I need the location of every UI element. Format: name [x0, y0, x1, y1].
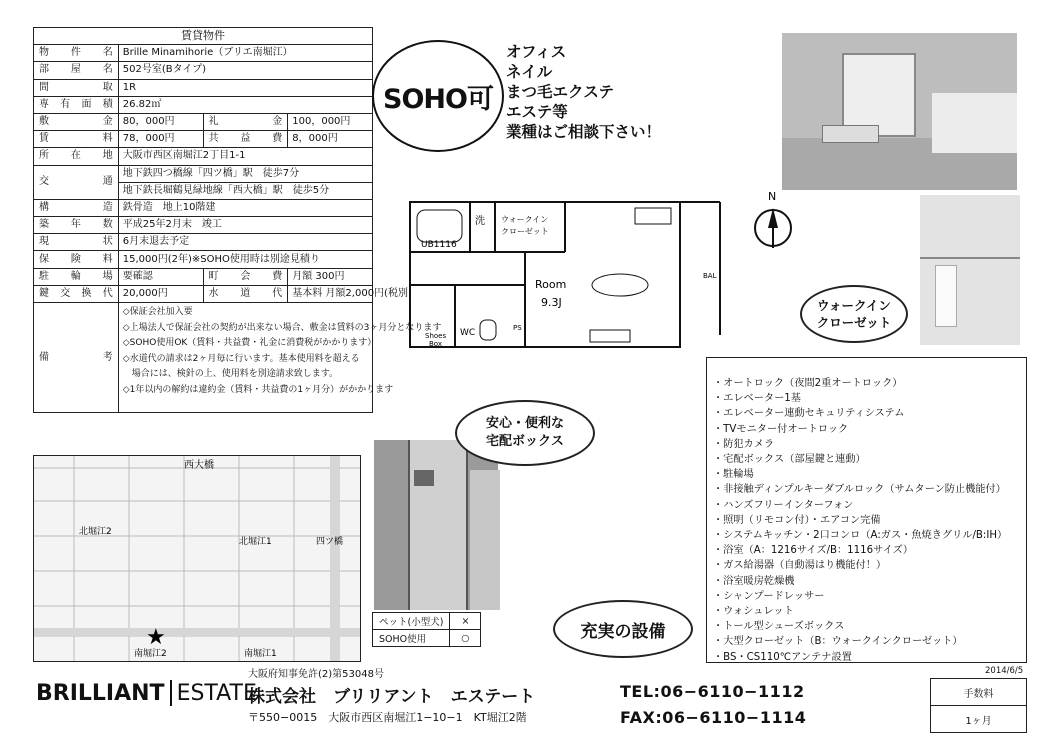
note-item: ◇保証会社加入要 [122, 307, 193, 317]
equipment-item: ・ウォシュレット [713, 606, 794, 618]
built-value: 平成25年2月末 竣工 [118, 217, 372, 234]
soho-item: オフィス [506, 43, 567, 61]
status-value: 6月末退去予定 [118, 234, 372, 251]
deposit-value: 80，000円 [118, 113, 203, 130]
layout-label: 間 取 [34, 79, 119, 96]
key-money-value: 100，000円 [288, 113, 373, 130]
note-item: ◇1年以内の解約は違約金（賃料・共益費の1ヶ月分）がかかります [122, 384, 394, 395]
key-exchange-value: 20,000円 [118, 285, 203, 302]
equipment-item: ・TVモニター付オートロック [713, 423, 849, 435]
equipment-item: ・非接触ディンプルキーダブルロック（サムターン防止機能付） [713, 484, 1006, 496]
note-item: ◇上場法人で保証会社の契約が出来ない場合、敷金は賃料の3ヶ月分となります [122, 322, 442, 333]
location-star-icon: ★ [146, 625, 166, 650]
equipment-item: ・エレベーター1基 [713, 393, 801, 405]
equipment-item: ・シャンプードレッサー [713, 590, 825, 602]
area-label: 専有面積 [34, 96, 119, 113]
map-label: 南堀江2 [134, 649, 167, 659]
note-item: ◇SOHO使用OK（賃料・共益費・礼金に消費税がかかります） [122, 338, 377, 349]
logo-left: BRILLIANT [36, 680, 165, 706]
floorplan-box-label: Box [429, 340, 443, 348]
address-value: 大阪市西区南堀江2丁目1-1 [118, 148, 372, 165]
soho-use-mark: ○ [450, 630, 481, 647]
delivery-box-photo-2 [470, 470, 500, 610]
common-fee-value: 8，000円 [288, 131, 373, 148]
closet-photo [920, 195, 1020, 345]
town-fee-value: 月額 300円 [288, 268, 373, 285]
company-name: 株式会社 ブリリアント エステート [248, 687, 536, 707]
room-photo [782, 33, 1017, 190]
room-value: 502号室(Bタイプ) [118, 62, 372, 79]
closet-bubble-text: ウォークイン クローゼット [816, 298, 892, 330]
bicycle-label: 駐 輪 場 [34, 268, 119, 285]
name-label: 物 件 名 [34, 45, 119, 62]
company-tel: TEL:06−6110−1112 [620, 682, 805, 701]
key-exchange-label: 鍵交換代 [34, 285, 119, 302]
soho-item: ネイル [506, 63, 553, 81]
water-value: 基本料 月額2,000円(税別) [288, 285, 373, 302]
floorplan-closet-label-2: クローゼット [501, 227, 549, 236]
delivery-bubble [455, 400, 595, 466]
logo-right: ESTATE [176, 680, 257, 706]
company-fax: FAX:06−6110−1114 [620, 708, 807, 727]
floorplan-wc-label: WC [460, 328, 476, 338]
svg-text:N: N [768, 190, 777, 203]
delivery-bubble-text: 安心・便利な 宅配ボックス [485, 416, 564, 449]
soho-item: エステ等 [506, 103, 568, 121]
pet-label: ペット(小型犬) [373, 613, 450, 630]
rent-label: 賃 料 [34, 131, 119, 148]
structure-value: 鉄骨造 地上10階建 [118, 199, 372, 216]
map-label: 西大橋 [184, 460, 214, 471]
license-number: 大阪府知事免許(2)第53048号 [248, 669, 384, 680]
area-value: 26.82㎡ [118, 96, 372, 113]
equipment-item: ・浴室（A：1216サイズ/B：1116サイズ） [713, 545, 914, 557]
issue-date: 2014/6/5 [985, 666, 1024, 676]
room-label: 部 屋 名 [34, 62, 119, 79]
pet-soho-table [372, 612, 481, 647]
equipment-item: ・駐輪場 [713, 469, 754, 481]
soho-use-label: SOHO使用 [373, 630, 450, 647]
status-label: 現 状 [34, 234, 119, 251]
equipment-item: ・防犯カメラ [713, 438, 775, 450]
structure-label: 構 造 [34, 199, 119, 216]
equipment-item: ・システムキッチン・2口コンロ（A:ガス・魚焼きグリル/B:IH） [713, 530, 1008, 542]
floorplan-wash-label: 洗 [475, 216, 485, 227]
floorplan-room-label: Room [535, 278, 567, 291]
equipment-item: ・ガス給湯器（自動湯はり機能付！） [713, 560, 887, 572]
equipment-item: ・オートロック（夜間2重オートロック） [713, 378, 903, 389]
equipment-list [706, 357, 1027, 663]
equipment-item: ・ハンズフリーインターフォン [713, 499, 854, 511]
rent-value: 78，000円 [118, 131, 203, 148]
equipment-bubble-text: 充実の設備 [580, 621, 666, 642]
floorplan-room-size: 9.3J [541, 296, 562, 309]
insurance-label: 保 険 料 [34, 251, 119, 268]
floorplan-closet-label: ウォークイン [501, 215, 549, 224]
equipment-item: ・宅配ボックス（部屋鍵と連動） [713, 454, 866, 466]
compass-icon [748, 188, 798, 258]
water-label: 水 道 代 [203, 285, 288, 302]
notes-label: 備 考 [34, 303, 119, 413]
built-label: 築 年 数 [34, 217, 119, 234]
equipment-item: ・BS・CS110℃アンテナ設置 [713, 651, 852, 663]
pet-mark: × [450, 613, 481, 630]
layout-value: 1R [118, 79, 372, 96]
closet-bubble [800, 285, 908, 343]
insurance-value: 15,000円(2年)※SOHO使用時は別途見積り [118, 251, 372, 268]
equipment-item: ・照明（リモコン付）・エアコン完備 [713, 514, 881, 526]
equipment-item: ・エレベーター連動セキュリティシステム [713, 408, 905, 420]
soho-badge: SOHO可 [372, 40, 504, 152]
soho-item: 業種はご相談下さい！ [506, 123, 662, 141]
note-item: ◇水道代の請求は2ヶ月毎に行います。基本使用料を超える [122, 353, 360, 364]
floorplan-ub-label: UB1116 [421, 240, 457, 250]
floorplan-bal-label: BAL [703, 272, 717, 280]
equipment-item: ・大型クローゼット（B：ウォークインクローゼット） [713, 636, 963, 648]
equipment-bubble [553, 600, 693, 658]
common-fee-label: 共益費 [203, 131, 288, 148]
fee-table [930, 678, 1027, 733]
floorplan-ps-label: PS [513, 324, 522, 332]
area-map [33, 455, 361, 662]
address-label: 所 在 地 [34, 148, 119, 165]
key-money-label: 礼 金 [203, 113, 288, 130]
map-label: 四ツ橋 [316, 537, 344, 547]
fee-label: 手数料 [931, 679, 1027, 706]
equipment-item: ・トール型シューズボックス [713, 621, 845, 633]
company-logo [36, 680, 257, 706]
transport-2: 地下鉄長堀鶴見緑地線「西大橋」駅 徒歩5分 [118, 182, 372, 199]
note-item: 場合には、検針の上、使用料を別途請求致します。 [122, 369, 339, 380]
property-title: 賃貸物件 [34, 28, 373, 45]
town-fee-label: 町 会 費 [203, 268, 288, 285]
deposit-label: 敷 金 [34, 113, 119, 130]
transport-1: 地下鉄四つ橋線「四ツ橋」駅 徒歩7分 [118, 165, 372, 182]
soho-business-list [506, 42, 661, 142]
equipment-item: ・浴室暖房乾燥機 [713, 575, 795, 587]
map-label: 南堀江1 [244, 649, 277, 659]
property-name: Brille Minamihorie（ブリエ南堀江） [118, 45, 372, 62]
floor-plan [385, 190, 745, 355]
map-label: 北堀江1 [239, 537, 272, 547]
floorplan-shoes-label: Shoes [425, 332, 447, 340]
company-address: 〒550−0015 大阪市西区南堀江1−10−1 KT堀江2階 [248, 711, 527, 724]
map-label: 北堀江2 [79, 527, 112, 537]
transport-label: 交 通 [34, 165, 119, 199]
bicycle-value: 要確認 [118, 268, 203, 285]
soho-item: まつ毛エクステ [506, 83, 615, 101]
fee-value: 1ヶ月 [931, 706, 1027, 733]
map-streets [34, 456, 360, 661]
